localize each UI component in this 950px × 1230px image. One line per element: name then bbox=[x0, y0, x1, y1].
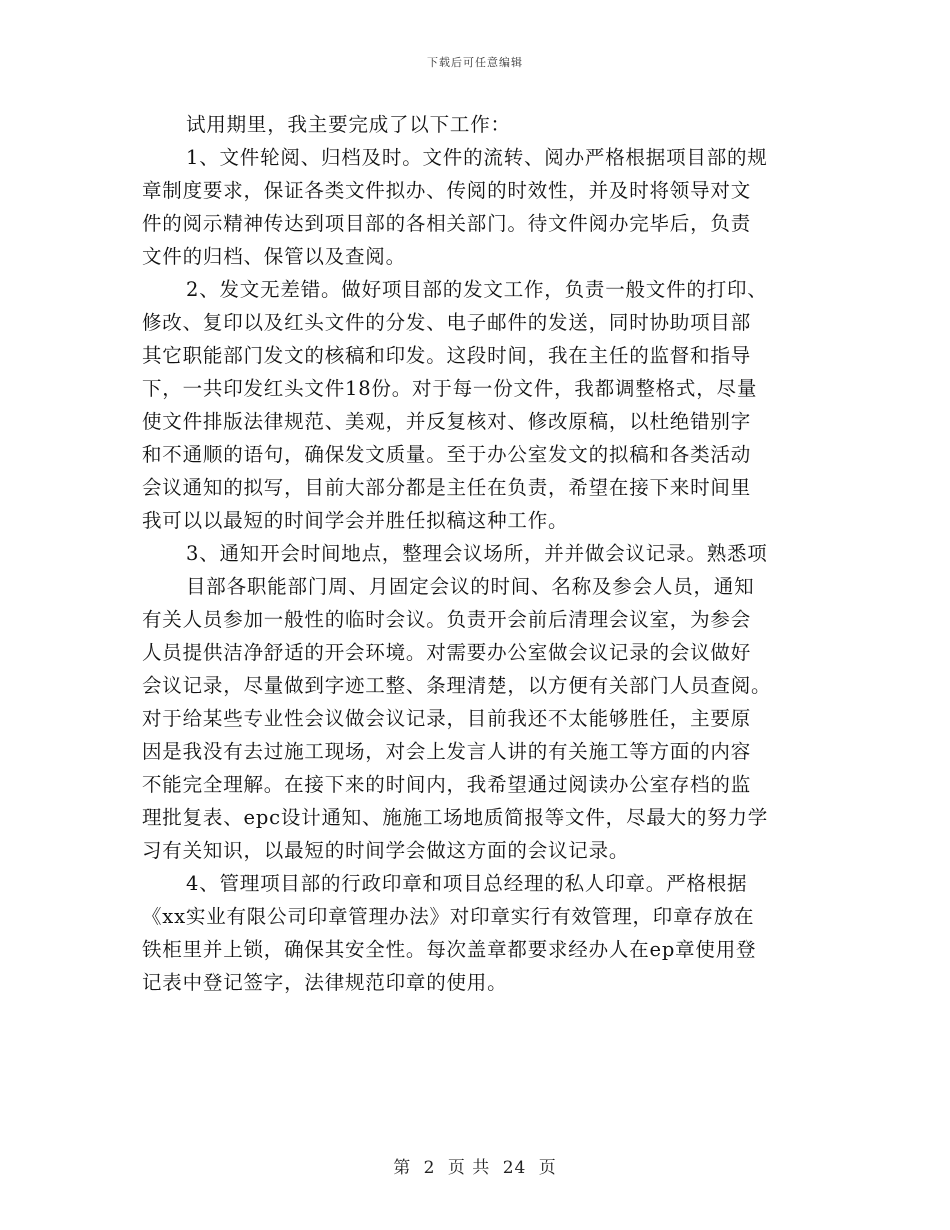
body-line: 使文件排版法律规范、美观，并反复核对、修改原稿，以杜绝错别字 bbox=[142, 410, 752, 433]
body-line: 1、文件轮阅、归档及时。文件的流转、阅办严格根据项目部的规 bbox=[186, 146, 768, 169]
body-line: 铁柜里并上锁，确保其安全性。每次盖章都要求经办人在ep章使用登 bbox=[142, 938, 757, 961]
body-line: 有关人员参加一般性的临时会议。负责开会前后清理会议室，为参会 bbox=[142, 608, 752, 631]
body-line: 2、发文无差错。做好项目部的发文工作，负责一般文件的打印、 bbox=[186, 278, 768, 301]
body-line: 人员提供洁净舒适的开会环境。对需要办公室做会议记录的会议做好 bbox=[142, 641, 752, 664]
body-line: 我可以以最短的时间学会并胜任拟稿这种工作。 bbox=[142, 509, 569, 532]
body-line: 和不通顺的语句，确保发文质量。至于办公室发文的拟稿和各类活动 bbox=[142, 443, 752, 466]
body-line: 文件的归档、保管以及查阅。 bbox=[142, 245, 406, 268]
footer-suffix: 页 bbox=[538, 1158, 557, 1178]
body-line: 记表中登记签字，法律规范印章的使用。 bbox=[142, 971, 508, 994]
body-line: 不能完全理解。在接下来的时间内，我希望通过阅读办公室存档的监 bbox=[142, 773, 752, 796]
document-body bbox=[142, 108, 808, 999]
body-line: 会议通知的拟写，目前大部分都是主任在负责，希望在接下来时间里 bbox=[142, 476, 752, 499]
body-line: 因是我没有去过施工现场，对会上发言人讲的有关施工等方面的内容 bbox=[142, 740, 752, 763]
body-line: 理批复表、epc设计通知、施施工场地质简报等文件，尽最大的努力学 bbox=[142, 806, 769, 829]
body-line: 对于给某些专业性会议做会议记录，目前我还不太能够胜任，主要原 bbox=[142, 707, 752, 730]
current-page-number: 2 bbox=[423, 1158, 436, 1178]
body-line: 4、管理项目部的行政印章和项目总经理的私人印章。严格根据 bbox=[186, 872, 748, 895]
body-line: 修改、复印以及红头文件的分发、电子邮件的发送，同时协助项目部 bbox=[142, 311, 752, 334]
body-line: 习有关知识，以最短的时间学会做这方面的会议记录。 bbox=[142, 839, 630, 862]
body-line: 其它职能部门发文的核稿和印发。这段时间，我在主任的监督和指导 bbox=[142, 344, 752, 367]
page-number-footer bbox=[0, 1153, 950, 1178]
body-line: 件的阅示精神传达到项目部的各相关部门。待文件阅办完毕后，负责 bbox=[142, 212, 752, 235]
total-page-count: 24 bbox=[502, 1158, 527, 1178]
body-line: 3、通知开会时间地点，整理会议场所，并并做会议记录。熟悉项 bbox=[186, 542, 768, 565]
body-line: 试用期里，我主要完成了以下工作： bbox=[186, 113, 511, 136]
body-line: 目部各职能部门周、月固定会议的时间、名称及参会人员，通知 bbox=[186, 575, 755, 598]
page-header-note: 下载后可任意编辑 bbox=[427, 56, 523, 69]
footer-middle: 页 共 bbox=[447, 1158, 491, 1178]
body-line: 《xx实业有限公司印章管理办法》对印章实行有效管理，印章存放在 bbox=[142, 905, 755, 928]
footer-prefix: 第 bbox=[393, 1158, 412, 1178]
body-line: 章制度要求，保证各类文件拟办、传阅的时效性，并及时将领导对文 bbox=[142, 179, 752, 202]
body-line: 下，一共印发红头文件18份。对于每一份文件，我都调整格式，尽量 bbox=[142, 377, 758, 400]
body-line: 会议记录，尽量做到字迹工整、条理清楚，以方便有关部门人员查阅。 bbox=[142, 674, 772, 697]
